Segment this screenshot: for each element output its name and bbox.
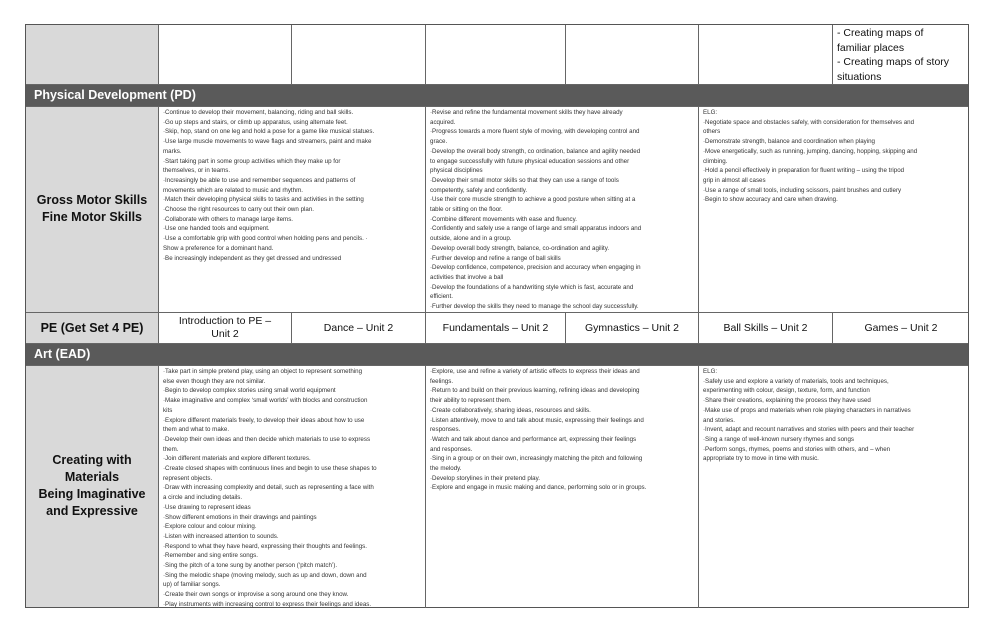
pd-nursery-line: ·Use a comfortable grip with good control when holding pens and pencils. · (163, 235, 368, 243)
col-divider (565, 312, 566, 343)
art-nursery-line: ·Make imaginative and complex ‘small worlds’ with blocks and construction (163, 397, 368, 405)
pd-elg-line: climbing. (703, 157, 728, 165)
pd-label-line-group (37, 192, 147, 226)
pd-nursery-line: Show a preference for a dominant hand. (163, 244, 274, 252)
art-reception-line: ·Create collaboratively, sharing ideas, resources and skills. (430, 406, 591, 414)
col-divider (832, 312, 833, 343)
pd-reception-line: ·Confidently and safely use a range of large and small apparatus indoors and (430, 225, 642, 233)
maps-text-line: situations (837, 70, 882, 83)
pe-row-label-text: PE (Get Set 4 PE) (40, 320, 144, 335)
art-nursery-line: ·Take part in simple pretend play, using an object to represent something (163, 368, 363, 375)
pe-unit-gymnastics (566, 313, 698, 343)
art-reception-line: ·Watch and talk about dance and performance art, expressing their feelings (430, 435, 637, 443)
art-nursery-line: ·Show different emotions in their drawings and paintings (163, 513, 317, 521)
col-divider (291, 312, 292, 343)
maps-text-line-group (837, 26, 965, 84)
curriculum-table (25, 24, 969, 608)
maps-text-line: familiar places (837, 41, 905, 54)
pd-reception-line: ·Progress towards a more fluent style of moving, with developing control and (430, 128, 640, 136)
art-reception-cell (426, 365, 698, 607)
art-reception-line: ·Explore and engage in music making and dance, performing solo or in groups. (430, 484, 647, 492)
pe-unit-ball-skills (699, 313, 832, 343)
pd-elg-line: ELG: (703, 109, 718, 116)
pd-nursery-line: ·Choose the right resources to carry out their own plan. (163, 206, 314, 214)
maps-cell (833, 25, 969, 84)
pe-row-label (26, 313, 158, 343)
pd-nursery-line: ·Be increasingly independent as they get dressed and undressed (163, 254, 342, 262)
art-elg-line: experimenting with colour, design, texture, form, and function (703, 387, 870, 395)
art-elg-line: ELG: (703, 368, 718, 375)
pd-nursery-line: ·Start taking part in some group activities which they make up for (163, 157, 341, 165)
row-divider (26, 312, 968, 313)
art-elg-line: and stories. (703, 416, 735, 424)
art-nursery-line: represent objects. (163, 474, 213, 482)
pd-elg-line: ·Move energetically, such as running, jumping, dancing, hopping, skipping and (703, 147, 918, 155)
pd-section-header (26, 84, 968, 106)
pd-elg-line: grip in almost all cases (703, 176, 766, 184)
col-divider (425, 25, 426, 84)
art-nursery-line: ·Join different materials and explore different textures. (163, 455, 311, 463)
art-reception-line: ·Return to and build on their previous learning, refining ideas and developing (430, 387, 640, 395)
art-nursery-line: ·Respond to what they have heard, expressing their thoughts and feelings. (163, 542, 367, 550)
pd-reception-line: table or sitting on the floor. (430, 206, 503, 214)
art-row-label (26, 365, 158, 607)
col-divider (832, 25, 833, 84)
art-reception-line: their ability to represent them. (430, 397, 512, 405)
pd-nursery-line: ·Go up steps and stairs, or climb up apparatus, using alternate feet. (163, 118, 348, 126)
art-nursery-line: else even though they are not similar. (163, 377, 266, 385)
art-nursery-line: ·Create closed shapes with continuous lines and begin to use these shapes to (163, 465, 377, 473)
pe-unit-text-group (865, 322, 938, 335)
art-nursery-line: ·Play instruments with increasing control to express their feelings and ideas. (163, 600, 372, 607)
pd-reception-cell (426, 106, 698, 312)
art-nursery-line: ·Develop their own ideas and then decide which materials to use to express (163, 435, 371, 443)
art-nursery-line: ·Sing the pitch of a tone sung by another person (‘pitch match’). (163, 562, 338, 570)
art-nursery-cell (159, 365, 425, 607)
pe-unit-intro (159, 313, 291, 343)
art-elg-line: ·Invent, adapt and recount narratives and stories with peers and their teacher (703, 426, 915, 434)
art-nursery-line: ·Listen with increased attention to sounds. (163, 532, 279, 540)
pd-reception-line: activities that involve a ball (430, 273, 504, 281)
pd-label-line: Fine Motor Skills (41, 210, 142, 224)
col-divider (158, 25, 159, 84)
art-elg-cell (699, 365, 969, 607)
pd-nursery-line: themselves, or in teams. (163, 167, 231, 175)
art-label-line: Materials (64, 470, 120, 484)
pd-nursery-line-group (163, 108, 421, 263)
art-section-title: Art (EAD) (34, 347, 91, 361)
col-divider (425, 106, 426, 343)
pd-nursery-line: ·Increasingly be able to use and remember sequences and patterns of (163, 176, 356, 184)
pe-unit-text: Introduction to PE – (178, 315, 272, 327)
art-reception-line: the melody. (430, 465, 462, 473)
maps-text-line: - Creating maps of story (837, 56, 950, 69)
pd-reception-line: ·Develop their small motor skills so that they can use a range of tools (430, 176, 619, 184)
art-elg-line: ·Share their creations, explaining the process they have used (703, 397, 871, 405)
art-nursery-line: ·Begin to develop complex stories using small world equipment (163, 387, 336, 395)
pe-unit-text-group (723, 322, 807, 335)
art-section-header (26, 343, 968, 365)
pd-reception-line: ·Develop confidence, competence, precision and accuracy when engaging in (430, 264, 641, 272)
col-divider (698, 106, 699, 343)
pd-reception-line: ·Further develop the skills they need to manage the school day successfully. (430, 303, 639, 311)
pe-unit-text-group (585, 322, 679, 335)
art-reception-line: feelings. (430, 377, 454, 385)
row-divider (26, 106, 968, 107)
pd-elg-line: ·Demonstrate strength, balance and coordination when playing (703, 138, 875, 146)
pd-reception-line: ·Combine different movements with ease and fluency. (430, 215, 577, 223)
pd-nursery-line: ·Match their developing physical skills to tasks and activities in the setting (163, 196, 364, 204)
art-elg-line: ·Make use of props and materials when role playing characters in narratives (703, 406, 911, 414)
col-divider (698, 365, 699, 608)
art-nursery-line: up) of familiar songs. (163, 581, 221, 589)
col-divider (565, 25, 566, 84)
art-nursery-line: ·Create their own songs or improvise a song around one they know. (163, 591, 349, 599)
pd-nursery-line: marks. (163, 147, 182, 155)
col-divider (158, 106, 159, 343)
top-row-label-cell (26, 25, 158, 84)
pd-reception-line: acquired. (430, 118, 456, 126)
col-divider (158, 365, 159, 608)
pd-elg-line: ·Begin to show accuracy and care when drawing. (703, 196, 838, 204)
row-divider (26, 84, 968, 85)
art-label-line: Creating with (52, 453, 132, 467)
pd-label-line: Gross Motor Skills (36, 193, 148, 207)
pd-reception-line: ·Further develop and refine a range of ball skills (430, 254, 561, 262)
pd-reception-line: competently, safely and confidently. (430, 186, 528, 194)
art-nursery-line: ·Draw with increasing complexity and detail, such as representing a face with (163, 484, 374, 492)
art-elg-line: ·Safely use and explore a variety of materials, tools and techniques, (703, 377, 889, 385)
pd-nursery-cell (159, 106, 425, 312)
pd-reception-line: ·Develop overall body strength, balance, co-ordination and agility. (430, 244, 610, 252)
pe-unit-text: Unit 2 (211, 328, 239, 340)
art-nursery-line: them. (163, 445, 179, 453)
art-reception-line-group (430, 367, 694, 493)
pd-reception-line-group (430, 108, 694, 312)
pe-unit-text-group (443, 322, 549, 335)
pd-elg-line: ·Negotiate space and obstacles safely, with consideration for themselves and (703, 118, 915, 126)
pd-reception-line: ·Use their core muscle strength to achieve a good posture when sitting at a (430, 196, 636, 204)
art-elg-line: appropriate try to move in time with music. (703, 455, 819, 463)
art-reception-line: and responses. (430, 445, 473, 453)
pe-unit-text: Games – Unit 2 (864, 321, 938, 334)
pd-reception-line: ·Develop the overall body strength, co ordination, balance and agility needed (430, 147, 641, 155)
pd-reception-line: ·Develop the foundations of a handwriting style which is fast, accurate and (430, 283, 634, 291)
art-nursery-line: ·Sing the melodic shape (moving melody, such as up and down, down and (163, 571, 367, 579)
art-reception-line: ·Develop storylines in their pretend play. (430, 474, 540, 482)
art-elg-line: ·Perform songs, rhymes, poems and stories with others, and – when (703, 445, 891, 453)
row-divider (26, 365, 968, 366)
pe-unit-text: Dance – Unit 2 (323, 321, 394, 334)
pd-elg-line-group (703, 108, 965, 205)
art-reception-line: responses. (430, 426, 461, 434)
pd-nursery-line: movements which are related to music and rhythm. (163, 186, 303, 194)
art-label-line-group (39, 452, 146, 520)
art-reception-line: ·Explore, use and refine a variety of artistic effects to express their ideas and (430, 368, 640, 375)
art-nursery-line: kits (163, 406, 173, 414)
art-nursery-line: ·Explore different materials freely, to develop their ideas about how to use (163, 416, 365, 424)
maps-text-line: - Creating maps of (837, 27, 924, 39)
art-nursery-line: a circle and including details. (163, 494, 243, 502)
col-divider (291, 25, 292, 84)
art-label-line: and Expressive (46, 504, 138, 518)
pd-reception-line: ·Revise and refine the fundamental movement skills they have already (430, 109, 623, 116)
pd-elg-line: ·Use a range of small tools, including scissors, paint brushes and cutlery (703, 186, 902, 194)
art-nursery-line: ·Use drawing to represent ideas (163, 503, 251, 511)
pe-unit-text-group (324, 322, 393, 335)
col-divider (425, 365, 426, 608)
row-divider (26, 343, 968, 344)
art-elg-line: ·Sing a range of well-known nursery rhymes and songs (703, 435, 854, 443)
pe-unit-games (833, 313, 969, 343)
pd-row-label (26, 106, 158, 312)
art-reception-line: ·Sing in a group or on their own, increasingly matching the pitch and following (430, 455, 643, 463)
pe-unit-fundamentals (426, 313, 565, 343)
pd-nursery-line: ·Skip, hop, stand on one leg and hold a pose for a game like musical statues. (163, 128, 375, 136)
art-nursery-line: ·Explore colour and colour mixing. (163, 523, 257, 531)
pd-elg-cell (699, 106, 969, 312)
pd-reception-line: outside, alone and in a group. (430, 235, 512, 243)
pd-reception-line: to engage successfully with future physical education sessions and other (430, 157, 630, 165)
art-nursery-line: them and what to make. (163, 426, 230, 434)
pd-nursery-line: ·Collaborate with others to manage large items. (163, 215, 294, 223)
pd-nursery-line: ·Use one handed tools and equipment. (163, 225, 270, 233)
col-divider (698, 25, 699, 84)
pd-section-title: Physical Development (PD) (34, 88, 196, 102)
pe-unit-text: Ball Skills – Unit 2 (723, 321, 808, 334)
pd-reception-line: efficient. (430, 293, 453, 301)
pe-unit-text: Fundamentals – Unit 2 (442, 321, 549, 334)
art-nursery-line-group (163, 367, 421, 607)
pd-reception-line: physical disciplines (430, 167, 483, 175)
art-elg-line-group (703, 367, 965, 464)
pe-unit-text-group (179, 315, 271, 341)
pd-nursery-line: ·Use large muscle movements to wave flags and streamers, paint and make (163, 138, 372, 146)
pd-elg-line: ·Hold a pencil effectively in preparation for fluent writing – using the tripod (703, 167, 905, 175)
pd-elg-line: others (703, 128, 721, 136)
pd-reception-line: grace. (430, 138, 448, 146)
pe-unit-text: Gymnastics – Unit 2 (585, 321, 679, 334)
pd-nursery-line: ·Continue to develop their movement, balancing, riding and ball skills. (163, 109, 354, 116)
art-reception-line: ·Listen attentively, move to and talk about music, expressing their feelings and (430, 416, 644, 424)
pe-unit-dance (292, 313, 425, 343)
art-label-line: Being Imaginative (38, 487, 146, 501)
art-nursery-line: ·Remember and sing entire songs. (163, 552, 258, 560)
